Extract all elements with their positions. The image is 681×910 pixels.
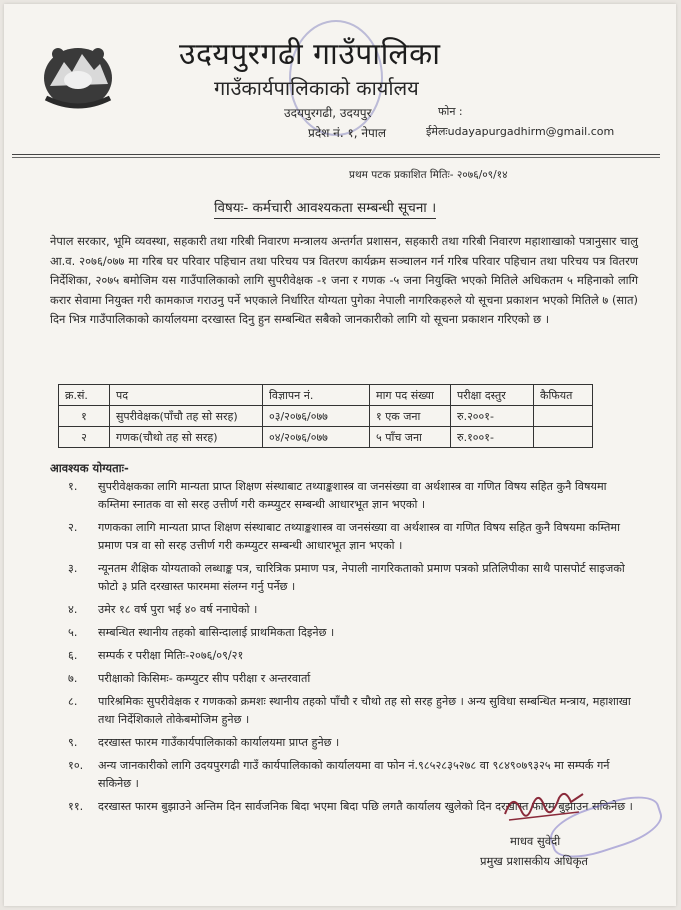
item-text: उमेर १८ वर्ष पुरा भई ४० वर्ष ननाघेको । xyxy=(98,603,258,616)
notice-subject: विषयः- कर्मचारी आवश्यकता सम्बन्धी सूचना । xyxy=(214,198,436,219)
row-serial: २ xyxy=(59,427,110,448)
item-number: ७. xyxy=(68,672,78,685)
list-item xyxy=(68,693,638,729)
item-text: गणकका लागि मान्यता प्राप्त शिक्षण संस्थाबाट तथ्याङ्कशास्त्र वा जनसंख्या वा अर्थशास्त्र वा गणित विषय सहित कुनै विषयमा कम्तिमा प्रमाण पत्र वा सो सरह उत्तीर्ण गरी कम्प्युटर सम्बन्धी आधारभूत ज्ञान भएको । xyxy=(98,521,620,552)
table-row xyxy=(59,406,593,427)
item-number: ४. xyxy=(68,603,78,616)
item-text: दरखास्त फारम बुझाउने अन्तिम दिन सार्वजनिक बिदा भएमा बिदा पछि लगतै कार्यालय खुलेको दिन दरखास्त फारम बुझाउन सकिनेछ । xyxy=(98,800,633,813)
list-item xyxy=(68,624,638,642)
header-divider xyxy=(12,154,660,155)
list-item xyxy=(68,601,638,619)
header-serial: क्र.सं. xyxy=(59,385,110,406)
list-item xyxy=(68,647,638,665)
item-text: न्यूनतम शैक्षिक योग्यताको लब्धाङ्क पत्र, चारित्रिक प्रमाण पत्र, नेपाली नागरिकताको प्रमाण पत्रको प्रतिलिपीका साथै पासपोर्ट साइजको फोटो ३ प्रति दरखास्त फारममा संलग्न गर्नु पर्नेछ । xyxy=(98,562,625,593)
list-item xyxy=(68,519,638,555)
list-item xyxy=(68,734,638,752)
row-ad-number: ०३/२०७६/०७७ xyxy=(263,406,370,427)
qualifications-list xyxy=(68,478,638,821)
notice-paper xyxy=(4,4,676,906)
header-post: पद xyxy=(110,385,263,406)
item-number: ८. xyxy=(68,695,78,708)
header-divider-thin xyxy=(12,157,660,158)
item-number: ५. xyxy=(68,626,78,639)
item-number: २. xyxy=(68,521,78,534)
qualifications-heading: आवश्यक योग्यताः- xyxy=(50,461,129,475)
phone-label: फोन : xyxy=(438,105,463,118)
item-number: ३. xyxy=(68,562,78,575)
item-text: सुपरीवेक्षकका लागि मान्यता प्राप्त शिक्षण संस्थाबाट तथ्याङ्कशास्त्र वा जनसंख्या वा अर्थशास्त्र वा गणित विषय सहित कुनै विषयमा कम्तिमा स्नातक वा सो सरह उत्तीर्ण गरी कम्प्युटर सम्बन्धी आधारभूत ज्ञान भएको । xyxy=(98,480,607,511)
row-post-count: ५ पाँच जना xyxy=(370,427,451,448)
header-post-count: माग पद संख्या xyxy=(370,385,451,406)
row-post: सुपरीवेक्षक(पाँचौ तह सो सरह) xyxy=(110,406,263,427)
list-item xyxy=(68,478,638,514)
row-post: गणक(चौथो तह सो सरह) xyxy=(110,427,263,448)
row-serial: १ xyxy=(59,406,110,427)
row-exam-fee: रु.१००१- xyxy=(451,427,534,448)
signer-name: माधव सुवेदी xyxy=(510,834,561,848)
header-remarks: कैफियत xyxy=(534,385,593,406)
item-text: दरखास्त फारम गाउँकार्यपालिकाको कार्यालयमा प्राप्त हुनेछ । xyxy=(98,736,340,749)
row-post-count: १ एक जना xyxy=(370,406,451,427)
office-subtitle: गाउँकार्यपालिकाको कार्यालय xyxy=(214,76,419,100)
list-item xyxy=(68,670,638,688)
notice-body: नेपाल सरकार, भूमि व्यवस्था, सहकारी तथा गरिबी निवारण मन्त्रालय अन्तर्गत प्रशासन, सहकारी तथा गरिबी निवारण महाशाखाको पत्रानुसार चालु आ.व. २०७६/०७७ मा गरिब घर परिवार पहिचान तथा परिचय पत्र वितरण कार्यक्रम सञ्चालन गर्न गरिब परिवार पहिचान तथा परिचय पत्र वितरण निर्देशिका, २०७५ बमोजिम यस गाउँपालिकाको लागि सुपरीवेक्षक -१ जना र गणक -५ जना नियुक्ति भएको मितिले अधिकतम ५ महिनाको लागि करार सेवामा नियुक्त गरी कामकाज गराउनु पर्ने भएकाले निर्धारित योग्यता पुगेका नेपाली नागरिकहरुले यो सूचना प्रकाशन भएको मितिले ७ (सात) दिन भित्र गाउँपालिकाको कार्यालयमा दरखास्त दिनु हुन सम्बन्धित सबैको जानकारीको लागि यो सूचना प्रकाशन गरिएको छ । xyxy=(50,234,638,327)
item-text: अन्य जानकारीको लागि उदयपुरगढी गाउँ कार्यपालिकाको कार्यालयमा वा फोन नं.९८५२८३५२७८ वा ९८४९०७९३२५ मा सम्पर्क गर्न सकिनेछ । xyxy=(98,759,610,790)
office-province: प्रदेश नं. १, नेपाल xyxy=(308,126,387,140)
office-address: उदयपुरगढी, उदयपुर xyxy=(284,106,372,120)
publish-date: प्रथम पटक प्रकाशित मितिः- २०७६/०९/१४ xyxy=(349,169,508,181)
row-remarks xyxy=(534,427,593,448)
signer-title: प्रमुख प्रशासकीय अधिकृत xyxy=(480,854,588,868)
item-text: सम्पर्क र परीक्षा मितिः-२०७६/०९/२१ xyxy=(98,649,244,662)
vacancy-table xyxy=(58,384,593,448)
list-item xyxy=(68,560,638,596)
item-number: ६. xyxy=(68,649,78,662)
office-title: उदयपुरगढी गाउँपालिका xyxy=(179,37,441,72)
item-number: ११. xyxy=(68,800,84,813)
item-text: पारिश्रमिकः सुपरीवेक्षक र गणकको क्रमशः स्थानीय तहको पाँचौ र चौथो तह सो सरह हुनेछ । अन्य सुविधा सम्बन्धित मन्त्राय, महाशाखा तथा निर्देशिकाले तोकेबमोजिम हुनेछ । xyxy=(98,695,631,726)
item-text: परीक्षाको किसिमः- कम्प्युटर सीप परीक्षा र अन्तरवार्ता xyxy=(98,672,311,685)
header-exam-fee: परीक्षा दस्तुर xyxy=(451,385,534,406)
nepal-emblem-icon xyxy=(38,40,118,112)
row-exam-fee: रु.२००१- xyxy=(451,406,534,427)
table-row xyxy=(59,427,593,448)
item-number: ९. xyxy=(68,736,78,749)
item-text: सम्बन्धित स्थानीय तहको बासिन्दालाई प्राथमिकता दिइनेछ । xyxy=(98,626,335,639)
header-ad-number: विज्ञापन नं. xyxy=(263,385,370,406)
row-remarks xyxy=(534,406,593,427)
table-header-row xyxy=(59,385,593,406)
item-number: १०. xyxy=(68,759,84,772)
row-ad-number: ०४/२०७६/०७७ xyxy=(263,427,370,448)
item-number: १. xyxy=(68,480,78,493)
email-address: ईमेलःudayapurgadhirm@gmail.com xyxy=(426,125,615,138)
